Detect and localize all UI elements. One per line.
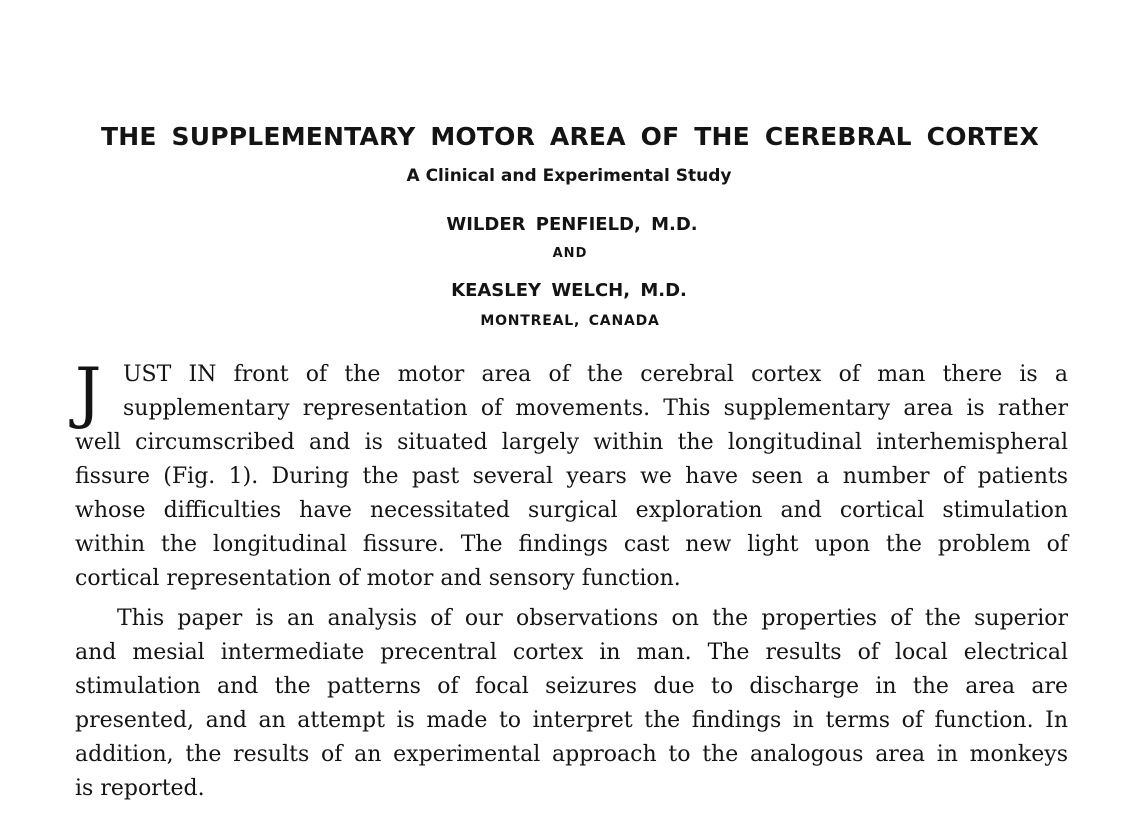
author-conjunction: AND [552, 246, 588, 261]
paragraph-line: addition, the results of an experimental approach to the analogous area in monkeys [75, 742, 1068, 767]
paragraph-line: whose difficulties have necessitated surgical exploration and cortical stimulation [75, 498, 1068, 523]
paper-title: THE SUPPLEMENTARY MOTOR AREA OF THE CEREBRAL CORTEX [100, 122, 1040, 151]
paper-subtitle: A Clinical and Experimental Study [406, 166, 732, 186]
paragraph-line: and mesial intermediate precentral cortex in man. The results of local electrical [75, 640, 1068, 665]
paragraph-line: supplementary representation of movements. This supplementary area is rather [123, 396, 1068, 421]
paragraph-line: cortical representation of motor and sensory function. [75, 566, 681, 591]
author-penfield: WILDER PENFIELD, M.D. [446, 214, 698, 235]
paragraph-line: within the longitudinal fissure. The findings cast new light upon the problem of [75, 532, 1068, 557]
affiliation: MONTREAL, CANADA [480, 313, 660, 329]
paragraph-line: well circumscribed and is situated largely within the longitudinal interhemispheral [75, 430, 1068, 455]
paragraph-line: stimulation and the patterns of focal seizures due to discharge in the area are [75, 674, 1068, 699]
paragraph-line: is reported. [75, 776, 205, 801]
paragraph-line: UST IN front of the motor area of the cerebral cortex of man there is a [123, 362, 1068, 387]
paragraph-line: This paper is an analysis of our observations on the properties of the superior [117, 606, 1068, 631]
paragraph-line: presented, and an attempt is made to interpret the findings in terms of function. In [75, 708, 1068, 733]
paragraph-2 [75, 602, 1068, 806]
paragraph-1 [75, 354, 1068, 596]
drop-cap: J [75, 354, 102, 431]
paragraph-line: fissure (Fig. 1). During the past several years we have seen a number of patients [75, 464, 1068, 489]
author-welch: KEASLEY WELCH, M.D. [451, 280, 687, 301]
